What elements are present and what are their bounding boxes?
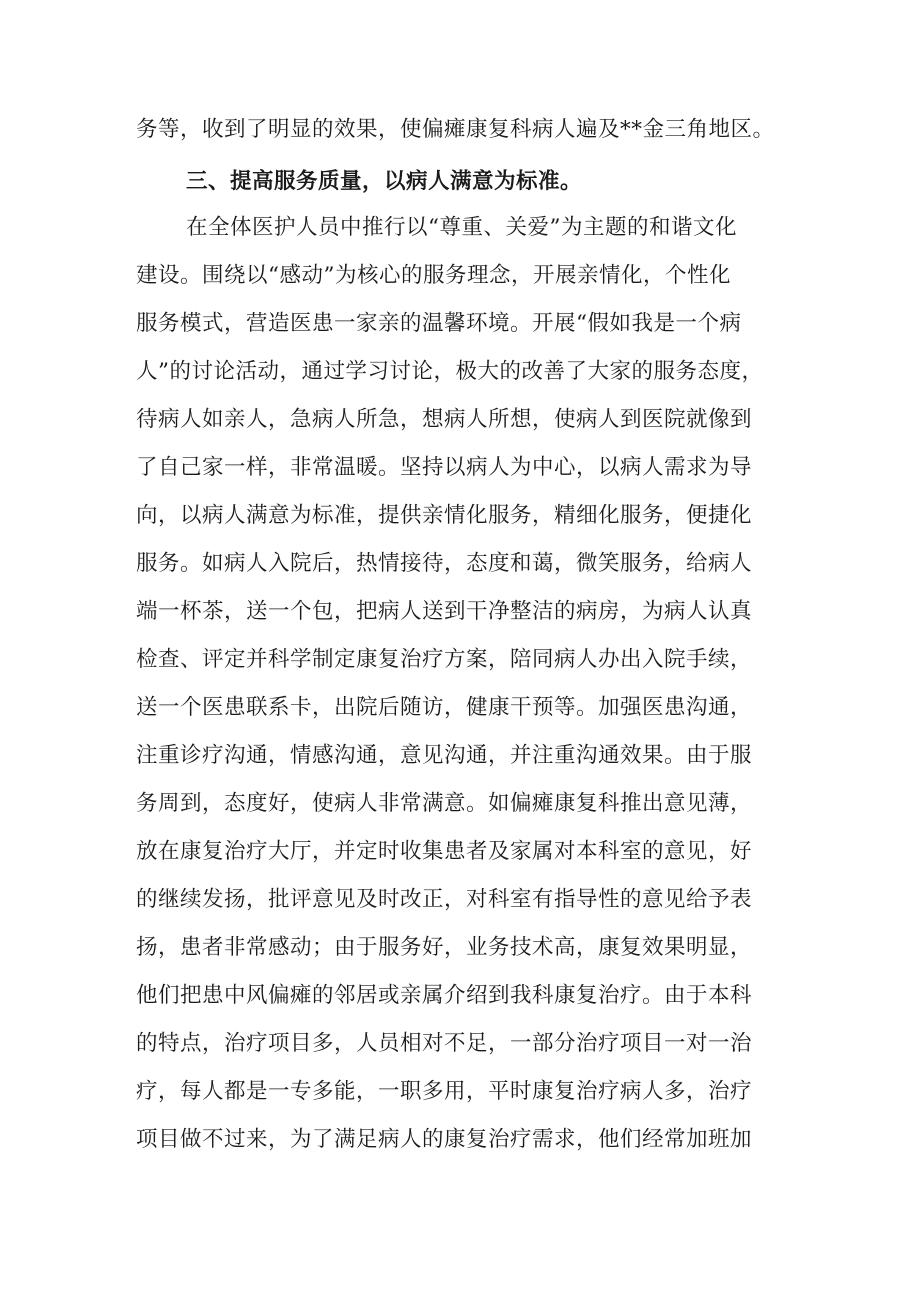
- text-line: 扬，患者非常感动；由于服务好，业务技术高，康复效果明显，: [136, 935, 753, 960]
- text-line: 注重诊疗沟通，情感沟通，意见沟通，并注重沟通效果。由于服: [136, 743, 753, 768]
- text-line: 送一个医患联系卡，出院后随访，健康干预等。加强医患沟通，: [136, 695, 753, 720]
- text-line: 检查、评定并科学制定康复治疗方案，陪同病人办出入院手续，: [136, 647, 753, 672]
- text-line: 务周到，态度好，使病人非常满意。如偏瘫康复科推出意见薄，: [136, 791, 753, 816]
- text-line: 务等，收到了明显的效果，使偏瘫康复科病人遍及**金三角地区。: [136, 117, 775, 142]
- text-line: 的特点，治疗项目多，人员相对不足，一部分治疗项目一对一治: [136, 1031, 753, 1056]
- text-line: 了自己家一样，非常温暖。坚持以病人为中心，以病人需求为导: [136, 455, 753, 480]
- section-heading: 三、提高服务质量，以病人满意为标准。: [186, 169, 583, 194]
- text-line: 服务模式，营造医患一家亲的温馨环境。开展“假如我是一个病: [136, 311, 742, 336]
- text-line: 人”的讨论活动，通过学习讨论，极大的改善了大家的服务态度，: [136, 359, 764, 384]
- text-line: 端一杯茶，送一个包，把病人送到干净整洁的病房，为病人认真: [136, 599, 753, 624]
- paragraph-first-line: 在全体医护人员中推行以“尊重、关爱”为主题的和谐文化: [186, 215, 737, 240]
- text-line: 向，以病人满意为标准，提供亲情化服务，精细化服务，便捷化: [136, 503, 753, 528]
- text-line: 的继续发扬，批评意见及时改正，对科室有指导性的意见给予表: [136, 887, 753, 912]
- text-line: 服务。如病人入院后，热情接待，态度和蔼，微笑服务，给病人: [136, 551, 753, 576]
- text-line: 疗，每人都是一专多能，一职多用，平时康复治疗病人多，治疗: [136, 1079, 753, 1104]
- text-line: 他们把患中风偏瘫的邻居或亲属介绍到我科康复治疗。由于本科: [136, 983, 753, 1008]
- text-line: 放在康复治疗大厅，并定时收集患者及家属对本科室的意见，好: [136, 839, 753, 864]
- text-line: 待病人如亲人，急病人所急，想病人所想，使病人到医院就像到: [136, 407, 753, 432]
- text-line: 建设。围绕以“感动”为核心的服务理念，开展亲情化，个性化: [136, 263, 731, 288]
- text-line: 项目做不过来，为了满足病人的康复治疗需求，他们经常加班加: [136, 1127, 753, 1152]
